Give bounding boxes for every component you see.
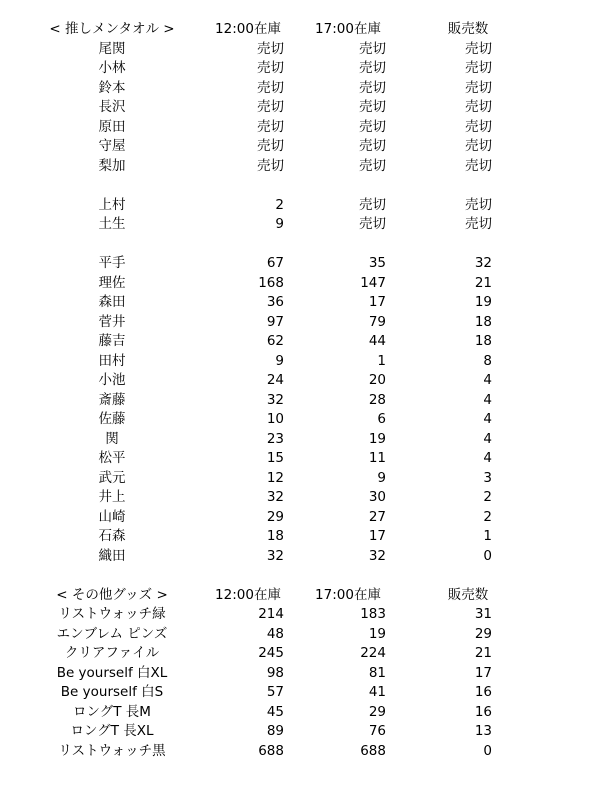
item-name: 長沢 [98, 99, 126, 115]
stock-1200-value: 67 [266, 255, 284, 271]
item-name: 原田 [98, 118, 126, 135]
stock-1200-value: 98 [266, 664, 284, 681]
stock-1200-value: 62 [266, 333, 284, 349]
stock-1200-value: 57 [266, 684, 284, 700]
sold-count-value: 19 [474, 294, 492, 310]
sold-count-value: 4 [483, 430, 492, 447]
stock-1700-value: 44 [368, 333, 386, 349]
stock-1200-value: 24 [266, 372, 284, 388]
stock-1700-value: 27 [368, 508, 386, 525]
stock-1700-value: 688 [360, 742, 386, 759]
stock-1200-value: 売切 [257, 118, 284, 135]
sold-count-value: 0 [483, 547, 492, 564]
table-row [0, 410, 606, 430]
table-row [0, 313, 606, 333]
sold-count-value: 13 [474, 723, 492, 739]
item-name: エンブレム ピンズ [56, 625, 168, 642]
stock-1700-value: 売切 [359, 196, 386, 213]
stock-1200-value: 214 [258, 606, 284, 622]
stock-1200-value: 売切 [257, 40, 284, 57]
stock-1200-value: 245 [258, 645, 284, 661]
stock-1700-value: 売切 [359, 99, 386, 115]
item-name: 武元 [98, 469, 126, 486]
item-name: 佐藤 [98, 411, 126, 427]
table-row [0, 332, 606, 352]
stock-1200-value: 89 [266, 723, 284, 739]
table-row [0, 118, 606, 138]
table-row [0, 59, 606, 79]
table-row [0, 605, 606, 625]
stock-1200-value: 48 [266, 625, 284, 642]
stock-1700-value: 19 [368, 625, 386, 642]
sold-count-value: 4 [483, 450, 492, 466]
sold-count-value: 売切 [465, 99, 492, 115]
stock-1700-value: 売切 [359, 138, 386, 154]
sold-count-value: 売切 [465, 216, 492, 232]
stock-1700-value: 17 [368, 528, 386, 544]
item-name: 田村 [98, 352, 126, 369]
item-name: 小林 [98, 60, 126, 76]
sold-count-value: 0 [483, 742, 492, 759]
item-name: 井上 [98, 489, 126, 505]
item-name: 山崎 [98, 508, 126, 525]
table-row [0, 683, 606, 703]
section-title: < その他グッズ > [56, 586, 168, 603]
item-name: 関 [105, 430, 119, 447]
stock-1200-value: 売切 [257, 99, 284, 115]
item-name: 理佐 [98, 274, 126, 291]
sold-count-value: 売切 [465, 79, 492, 96]
item-name: 斎藤 [98, 391, 126, 408]
table-row [0, 371, 606, 391]
item-name: 小池 [98, 372, 126, 388]
stock-1700-value: 売切 [359, 79, 386, 96]
table-row [0, 137, 606, 157]
table-row [0, 469, 606, 489]
stock-1700-value: 79 [368, 313, 386, 330]
table-row [0, 293, 606, 313]
item-name: 石森 [98, 528, 126, 544]
stock-1200-value: 29 [266, 508, 284, 525]
stock-1200-value: 32 [266, 391, 284, 408]
sold-count-value: 18 [474, 313, 492, 330]
table-row [0, 644, 606, 664]
table-row [0, 722, 606, 742]
stock-1700-value: 224 [360, 645, 386, 661]
item-name: 松平 [98, 450, 126, 466]
item-name: リストウォッチ緑 [58, 606, 166, 622]
item-name: ロングT 長M [73, 703, 151, 720]
table-row [0, 488, 606, 508]
item-name: Be yourself 白S [60, 684, 164, 700]
table-row [0, 391, 606, 411]
sold-count-value: 31 [474, 606, 492, 622]
stock-1700-value: 売切 [359, 40, 386, 57]
stock-1200-value: 2 [275, 196, 284, 213]
sold-count-value: 売切 [465, 196, 492, 213]
sold-count-value: 売切 [465, 118, 492, 135]
table-row [0, 449, 606, 469]
sold-count-value: 4 [483, 391, 492, 408]
item-name: クリアファイル [64, 645, 160, 661]
stock-1200-value: 36 [266, 294, 284, 310]
stock-1700-value: 売切 [359, 60, 386, 76]
stock-1700-value: 1 [377, 352, 386, 369]
stock-1200-value: 売切 [257, 157, 284, 174]
sold-count-value: 17 [474, 664, 492, 681]
stock-1200-value: 9 [275, 216, 284, 232]
table-row [0, 157, 606, 177]
sold-count-value: 2 [483, 489, 492, 505]
stock-1200-value: 168 [258, 274, 284, 291]
table-row [0, 742, 606, 762]
table-row [0, 664, 606, 684]
item-name: 平手 [98, 255, 126, 271]
section-header-row [0, 586, 606, 606]
sold-count-value: 売切 [465, 138, 492, 154]
section-header-row [0, 20, 606, 40]
item-name: ロングT 長XL [70, 723, 154, 739]
header-stock-1200: 12:00在庫 [215, 21, 281, 37]
sold-count-value: 21 [474, 274, 492, 291]
sold-count-value: 1 [483, 528, 492, 544]
sold-count-value: 8 [483, 352, 492, 369]
sold-count-value: 29 [474, 625, 492, 642]
sold-count-value: 4 [483, 372, 492, 388]
header-sold-count: 販売数 [447, 21, 489, 37]
stock-1200-value: 97 [266, 313, 284, 330]
table-row [0, 352, 606, 372]
sold-count-value: 18 [474, 333, 492, 349]
stock-1200-value: 15 [266, 450, 284, 466]
stock-1700-value: 28 [368, 391, 386, 408]
table-row [0, 215, 606, 235]
stock-1200-value: 売切 [257, 79, 284, 96]
table-row [0, 508, 606, 528]
stock-1700-value: 81 [368, 664, 386, 681]
section-title: < 推しメンタオル > [49, 21, 175, 37]
sold-count-value: 売切 [465, 60, 492, 76]
table-row [0, 196, 606, 216]
stock-1200-value: 売切 [257, 138, 284, 154]
table-row [0, 98, 606, 118]
stock-1700-value: 76 [368, 723, 386, 739]
stock-1200-value: 23 [266, 430, 284, 447]
stock-1700-value: 41 [368, 684, 386, 700]
stock-1700-value: 売切 [359, 216, 386, 232]
sold-count-value: 売切 [465, 40, 492, 57]
item-name: 尾関 [98, 40, 126, 57]
item-name: 鈴本 [98, 79, 126, 96]
stock-1200-value: 45 [266, 703, 284, 720]
stock-1700-value: 17 [368, 294, 386, 310]
item-name: 森田 [98, 294, 126, 310]
table-row [0, 40, 606, 60]
stock-1200-value: 32 [266, 489, 284, 505]
item-name: 土生 [98, 216, 126, 232]
stock-1700-value: 11 [368, 450, 386, 466]
sold-count-value: 21 [474, 645, 492, 661]
stock-1700-value: 売切 [359, 157, 386, 174]
item-name: 藤吉 [98, 333, 126, 349]
stock-1700-value: 147 [360, 274, 386, 291]
item-name: 守屋 [98, 138, 126, 154]
sold-count-value: 4 [483, 411, 492, 427]
stock-1700-value: 6 [377, 411, 386, 427]
stock-1200-value: 12 [266, 469, 284, 486]
table-row [0, 625, 606, 645]
item-name: 梨加 [98, 157, 126, 174]
stock-1700-value: 29 [368, 703, 386, 720]
table-row [0, 274, 606, 294]
stock-1200-value: 10 [266, 411, 284, 427]
item-name: 菅井 [98, 313, 126, 330]
stock-1200-value: 32 [266, 547, 284, 564]
stock-1700-value: 32 [368, 547, 386, 564]
stock-1200-value: 18 [266, 528, 284, 544]
stock-1700-value: 183 [360, 606, 386, 622]
header-stock-1700: 17:00在庫 [315, 586, 381, 603]
stock-1700-value: 9 [377, 469, 386, 486]
table-row [0, 254, 606, 274]
stock-1200-value: 9 [275, 352, 284, 369]
header-sold-count: 販売数 [447, 586, 489, 603]
item-name: 上村 [98, 196, 126, 213]
stock-1700-value: 19 [368, 430, 386, 447]
sold-count-value: 2 [483, 508, 492, 525]
stock-1700-value: 30 [368, 489, 386, 505]
stock-1700-value: 20 [368, 372, 386, 388]
item-name: Be yourself 白XL [56, 664, 168, 681]
table-row [0, 527, 606, 547]
header-stock-1700: 17:00在庫 [315, 21, 381, 37]
stock-1700-value: 35 [368, 255, 386, 271]
table-row [0, 430, 606, 450]
stock-1700-value: 売切 [359, 118, 386, 135]
item-name: 織田 [98, 547, 126, 564]
sold-count-value: 3 [483, 469, 492, 486]
stock-1200-value: 688 [258, 742, 284, 759]
sold-count-value: 売切 [465, 157, 492, 174]
sold-count-value: 16 [474, 684, 492, 700]
stock-1200-value: 売切 [257, 60, 284, 76]
table-row [0, 703, 606, 723]
header-stock-1200: 12:00在庫 [215, 586, 281, 603]
table-row [0, 79, 606, 99]
sold-count-value: 16 [474, 703, 492, 720]
table-row [0, 547, 606, 567]
item-name: リストウォッチ黒 [58, 742, 166, 759]
sold-count-value: 32 [474, 255, 492, 271]
